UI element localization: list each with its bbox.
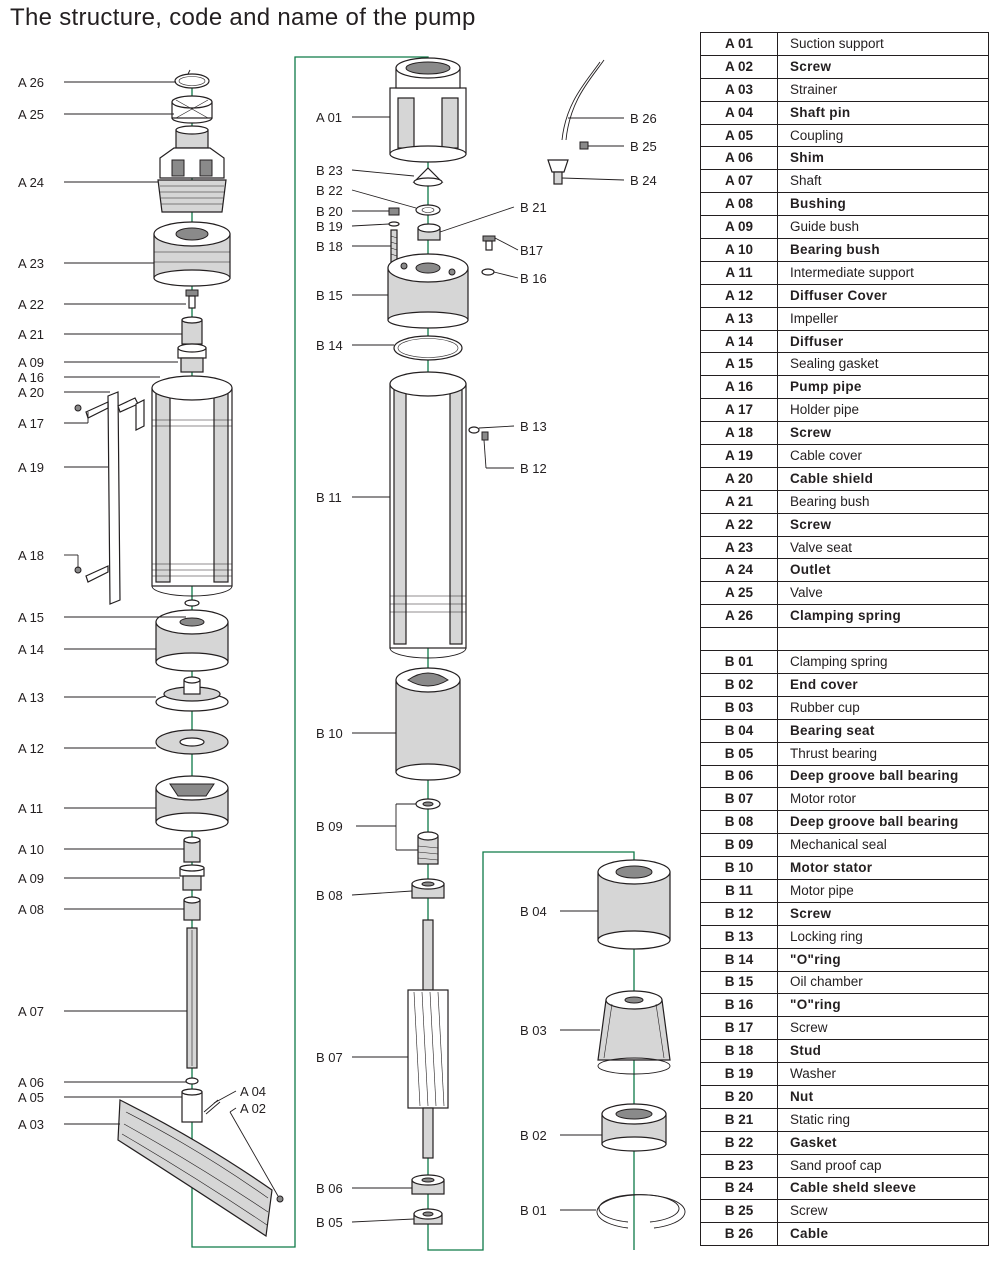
part-name-cell: Guide bush bbox=[778, 216, 989, 239]
parts-table-row bbox=[701, 788, 989, 811]
part-code-cell: B 08 bbox=[701, 811, 778, 834]
part-code-cell: B 19 bbox=[701, 1063, 778, 1086]
part-code-cell: B 14 bbox=[701, 948, 778, 971]
part-code-cell: B 20 bbox=[701, 1085, 778, 1108]
callout-labels bbox=[18, 75, 657, 1230]
part-name-cell: Nut bbox=[778, 1085, 989, 1108]
part-name-cell: Outlet bbox=[778, 559, 989, 582]
part-a21-bearing-bush bbox=[182, 317, 202, 344]
part-b09-mechanical-seal bbox=[416, 799, 440, 864]
parts-table-row bbox=[701, 422, 989, 445]
part-b13-locking-ring bbox=[469, 427, 479, 433]
parts-table-body bbox=[701, 33, 989, 1246]
label-b07: B 07 bbox=[316, 1050, 343, 1065]
part-b24-cable-sheld-sleeve bbox=[548, 160, 568, 184]
part-a09-guide-bush bbox=[180, 865, 204, 890]
label-a09-lower: A 09 bbox=[18, 871, 45, 886]
part-code-cell: B 04 bbox=[701, 719, 778, 742]
label-b04: B 04 bbox=[520, 904, 547, 919]
part-name-cell: Intermediate support bbox=[778, 261, 989, 284]
part-name-cell: Pump pipe bbox=[778, 376, 989, 399]
part-a13-impeller bbox=[156, 677, 228, 711]
part-name-cell: Impeller bbox=[778, 307, 989, 330]
label-a09: A 09 bbox=[18, 355, 45, 370]
part-name-cell: Cable sheld sleeve bbox=[778, 1177, 989, 1200]
part-b04-bearing-seat bbox=[598, 860, 670, 949]
part-name-cell: Diffuser Cover bbox=[778, 284, 989, 307]
part-a20-a17-a19-cable-guard bbox=[75, 392, 144, 604]
label-a14: A 14 bbox=[18, 642, 45, 657]
part-b14-o-ring bbox=[394, 336, 462, 360]
part-name-cell: Cable cover bbox=[778, 445, 989, 468]
part-name-cell: Thrust bearing bbox=[778, 742, 989, 765]
label-b23: B 23 bbox=[316, 163, 343, 178]
label-a19: A 19 bbox=[18, 460, 45, 475]
parts-table-row bbox=[701, 902, 989, 925]
part-b21-static-ring bbox=[418, 224, 440, 240]
parts-table-row bbox=[701, 1154, 989, 1177]
label-a06: A 06 bbox=[18, 1075, 45, 1090]
part-b10-motor-stator bbox=[396, 668, 460, 780]
part-name-cell: Gasket bbox=[778, 1131, 989, 1154]
part-code-cell: A 20 bbox=[701, 467, 778, 490]
parts-table-spacer-row bbox=[701, 628, 989, 651]
label-b18: B 18 bbox=[316, 239, 343, 254]
label-a22: A 22 bbox=[18, 297, 45, 312]
part-code-cell: A 24 bbox=[701, 559, 778, 582]
label-a07: A 07 bbox=[18, 1004, 45, 1019]
part-code-cell: A 14 bbox=[701, 330, 778, 353]
part-code-cell: A 07 bbox=[701, 170, 778, 193]
parts-table-row bbox=[701, 124, 989, 147]
label-a15: A 15 bbox=[18, 610, 45, 625]
part-name-cell: "O"ring bbox=[778, 948, 989, 971]
part-name-cell: Mechanical seal bbox=[778, 834, 989, 857]
parts-table-row bbox=[701, 1131, 989, 1154]
label-b24: B 24 bbox=[630, 173, 657, 188]
part-name-cell: Locking ring bbox=[778, 925, 989, 948]
label-b12: B 12 bbox=[520, 461, 547, 476]
part-name-cell: Washer bbox=[778, 1063, 989, 1086]
label-a24: A 24 bbox=[18, 175, 45, 190]
part-name-cell: "O"ring bbox=[778, 994, 989, 1017]
part-code-cell: B 17 bbox=[701, 1017, 778, 1040]
parts-table-row bbox=[701, 330, 989, 353]
part-b12-screw bbox=[482, 432, 488, 440]
label-b17: B17 bbox=[520, 243, 544, 258]
parts-table-row bbox=[701, 193, 989, 216]
part-name-cell: Motor pipe bbox=[778, 879, 989, 902]
parts-code-name-table bbox=[700, 32, 989, 1246]
label-a26: A 26 bbox=[18, 75, 45, 90]
part-code-cell: B 26 bbox=[701, 1223, 778, 1246]
part-code-cell: A 18 bbox=[701, 422, 778, 445]
part-a11-intermediate-support bbox=[156, 776, 228, 831]
part-code-cell: A 23 bbox=[701, 536, 778, 559]
part-code-cell: A 17 bbox=[701, 399, 778, 422]
label-b16: B 16 bbox=[520, 271, 547, 286]
parts-table-row bbox=[701, 1223, 989, 1246]
part-code-cell: B 01 bbox=[701, 651, 778, 674]
part-name-cell: Diffuser bbox=[778, 330, 989, 353]
label-b15: B 15 bbox=[316, 288, 343, 303]
part-code-cell: A 12 bbox=[701, 284, 778, 307]
parts-table-row bbox=[701, 490, 989, 513]
label-b25: B 25 bbox=[630, 139, 657, 154]
part-code-cell: A 02 bbox=[701, 55, 778, 78]
part-name-cell: Shim bbox=[778, 147, 989, 170]
part-code-cell: B 09 bbox=[701, 834, 778, 857]
part-code-cell: A 05 bbox=[701, 124, 778, 147]
part-a10-bearing-bush bbox=[184, 837, 200, 862]
label-b01: B 01 bbox=[520, 1203, 547, 1218]
label-a23: A 23 bbox=[18, 256, 45, 271]
part-code-cell: B 15 bbox=[701, 971, 778, 994]
label-a04: A 04 bbox=[240, 1084, 267, 1099]
parts-table-row bbox=[701, 33, 989, 56]
spacer-cell bbox=[701, 628, 778, 651]
part-code-cell: B 11 bbox=[701, 879, 778, 902]
parts-table-row bbox=[701, 879, 989, 902]
parts-table-row bbox=[701, 673, 989, 696]
part-a05-coupling bbox=[182, 1089, 202, 1122]
part-a24-outlet bbox=[158, 126, 226, 212]
part-a08-bushing bbox=[184, 897, 200, 920]
part-name-cell: Holder pipe bbox=[778, 399, 989, 422]
label-a03: A 03 bbox=[18, 1117, 45, 1132]
part-a12-diffuser-cover bbox=[156, 730, 228, 754]
label-b03: B 03 bbox=[520, 1023, 547, 1038]
part-code-cell: A 15 bbox=[701, 353, 778, 376]
part-name-cell: Oil chamber bbox=[778, 971, 989, 994]
part-code-cell: A 16 bbox=[701, 376, 778, 399]
label-b13: B 13 bbox=[520, 419, 547, 434]
part-code-cell: B 12 bbox=[701, 902, 778, 925]
part-code-cell: B 07 bbox=[701, 788, 778, 811]
part-name-cell: Screw bbox=[778, 1017, 989, 1040]
spacer-cell bbox=[778, 628, 989, 651]
part-name-cell: Valve bbox=[778, 582, 989, 605]
label-a11: A 11 bbox=[18, 801, 44, 816]
part-name-cell: Coupling bbox=[778, 124, 989, 147]
part-code-cell: A 03 bbox=[701, 78, 778, 101]
label-b11: B 11 bbox=[316, 490, 342, 505]
part-name-cell: Cable bbox=[778, 1223, 989, 1246]
part-code-cell: B 25 bbox=[701, 1200, 778, 1223]
label-b05: B 05 bbox=[316, 1215, 343, 1230]
part-code-cell: A 10 bbox=[701, 239, 778, 262]
part-name-cell: End cover bbox=[778, 673, 989, 696]
label-b21: B 21 bbox=[520, 200, 547, 215]
part-b20-nut bbox=[389, 208, 399, 215]
parts-table-row bbox=[701, 1177, 989, 1200]
part-b02-end-cover bbox=[602, 1104, 666, 1151]
part-a26-clamping-spring bbox=[175, 70, 209, 88]
part-code-cell: B 21 bbox=[701, 1108, 778, 1131]
parts-table-row bbox=[701, 857, 989, 880]
part-a04-shaft-pin bbox=[204, 1100, 220, 1114]
part-code-cell: A 19 bbox=[701, 445, 778, 468]
part-name-cell: Bearing bush bbox=[778, 490, 989, 513]
part-a07-shaft bbox=[187, 928, 197, 1068]
part-name-cell: Stud bbox=[778, 1040, 989, 1063]
part-name-cell: Strainer bbox=[778, 78, 989, 101]
parts-table-row bbox=[701, 1085, 989, 1108]
part-a01-suction-support bbox=[390, 58, 466, 162]
part-code-cell: B 13 bbox=[701, 925, 778, 948]
part-name-cell: Static ring bbox=[778, 1108, 989, 1131]
part-name-cell: Rubber cup bbox=[778, 696, 989, 719]
part-b06-deep-groove-ball-bearing bbox=[412, 1175, 444, 1194]
part-name-cell: Shaft bbox=[778, 170, 989, 193]
part-name-cell: Motor rotor bbox=[778, 788, 989, 811]
part-a15-sealing-gasket bbox=[185, 600, 199, 606]
part-code-cell: B 16 bbox=[701, 994, 778, 1017]
parts-table-row bbox=[701, 55, 989, 78]
part-code-cell: B 24 bbox=[701, 1177, 778, 1200]
part-name-cell: Deep groove ball bearing bbox=[778, 811, 989, 834]
part-name-cell: Sealing gasket bbox=[778, 353, 989, 376]
part-b15-oil-chamber bbox=[388, 254, 468, 328]
part-name-cell: Suction support bbox=[778, 33, 989, 56]
label-a10: A 10 bbox=[18, 842, 45, 857]
parts-table-row bbox=[701, 582, 989, 605]
parts-table-row bbox=[701, 1200, 989, 1223]
part-a09-guide-bush-top bbox=[178, 344, 206, 372]
part-b22-gasket bbox=[416, 205, 440, 215]
part-code-cell: A 26 bbox=[701, 605, 778, 628]
parts-table-row bbox=[701, 78, 989, 101]
parts-table-row bbox=[701, 605, 989, 628]
parts-table-row bbox=[701, 1063, 989, 1086]
part-code-cell: A 04 bbox=[701, 101, 778, 124]
parts-table-row bbox=[701, 445, 989, 468]
label-b09: B 09 bbox=[316, 819, 343, 834]
parts-table-row bbox=[701, 811, 989, 834]
label-b06: B 06 bbox=[316, 1181, 343, 1196]
parts-table-row bbox=[701, 925, 989, 948]
parts-table-row bbox=[701, 696, 989, 719]
part-a14-diffuser bbox=[156, 610, 228, 671]
parts-table-row bbox=[701, 651, 989, 674]
part-a22-screw bbox=[186, 290, 198, 308]
part-code-cell: B 18 bbox=[701, 1040, 778, 1063]
parts-table-row bbox=[701, 467, 989, 490]
label-b20: B 20 bbox=[316, 204, 343, 219]
label-a17: A 17 bbox=[18, 416, 45, 431]
label-b10: B 10 bbox=[316, 726, 343, 741]
part-code-cell: A 25 bbox=[701, 582, 778, 605]
part-b07-motor-rotor bbox=[408, 920, 448, 1158]
parts-table-row bbox=[701, 513, 989, 536]
parts-table-row bbox=[701, 147, 989, 170]
part-b16-o-ring bbox=[482, 269, 494, 275]
part-code-cell: A 21 bbox=[701, 490, 778, 513]
part-b26-cable bbox=[562, 60, 604, 140]
part-name-cell: Screw bbox=[778, 513, 989, 536]
part-code-cell: B 10 bbox=[701, 857, 778, 880]
parts-table-row bbox=[701, 994, 989, 1017]
parts-table-row bbox=[701, 284, 989, 307]
label-b22: B 22 bbox=[316, 183, 343, 198]
page-title: The structure, code and name of the pump bbox=[10, 4, 476, 31]
label-a21: A 21 bbox=[18, 327, 45, 342]
part-b05-thrust-bearing bbox=[414, 1209, 442, 1224]
label-a12: A 12 bbox=[18, 741, 45, 756]
parts-table-row bbox=[701, 948, 989, 971]
part-code-cell: A 06 bbox=[701, 147, 778, 170]
parts-table-row bbox=[701, 353, 989, 376]
part-b08-deep-groove-ball-bearing bbox=[412, 879, 444, 898]
part-code-cell: B 23 bbox=[701, 1154, 778, 1177]
part-code-cell: A 08 bbox=[701, 193, 778, 216]
label-a08: A 08 bbox=[18, 902, 45, 917]
parts-table-row bbox=[701, 1040, 989, 1063]
part-code-cell: A 09 bbox=[701, 216, 778, 239]
parts-table-row bbox=[701, 307, 989, 330]
part-b11-motor-pipe bbox=[390, 372, 466, 658]
parts-table-row bbox=[701, 536, 989, 559]
parts-table-row bbox=[701, 399, 989, 422]
label-a25: A 25 bbox=[18, 107, 45, 122]
part-code-cell: B 06 bbox=[701, 765, 778, 788]
parts-table-row bbox=[701, 559, 989, 582]
part-name-cell: Deep groove ball bearing bbox=[778, 765, 989, 788]
part-a16-pump-pipe bbox=[152, 376, 232, 596]
parts-table-row bbox=[701, 239, 989, 262]
part-name-cell: Valve seat bbox=[778, 536, 989, 559]
part-name-cell: Screw bbox=[778, 55, 989, 78]
part-a25-valve bbox=[172, 96, 212, 123]
part-name-cell: Clamping spring bbox=[778, 651, 989, 674]
parts-table-row bbox=[701, 1017, 989, 1040]
label-b02: B 02 bbox=[520, 1128, 547, 1143]
label-a02: A 02 bbox=[240, 1101, 267, 1116]
part-b25-screw bbox=[580, 142, 588, 149]
label-b14: B 14 bbox=[316, 338, 343, 353]
part-name-cell: Bushing bbox=[778, 193, 989, 216]
parts-table-row bbox=[701, 971, 989, 994]
part-b01-clamping-spring bbox=[597, 1195, 685, 1228]
parts-table-row bbox=[701, 376, 989, 399]
part-name-cell: Screw bbox=[778, 1200, 989, 1223]
label-a16: A 16 bbox=[18, 370, 45, 385]
part-a06-shim bbox=[186, 1078, 198, 1084]
parts-table-row bbox=[701, 765, 989, 788]
part-code-cell: A 11 bbox=[701, 261, 778, 284]
part-code-cell: A 22 bbox=[701, 513, 778, 536]
part-b19-washer bbox=[389, 222, 399, 226]
part-code-cell: A 13 bbox=[701, 307, 778, 330]
label-b26: B 26 bbox=[630, 111, 657, 126]
part-code-cell: B 22 bbox=[701, 1131, 778, 1154]
part-a23-valve-seat bbox=[154, 222, 230, 286]
label-a20: A 20 bbox=[18, 385, 45, 400]
part-name-cell: Shaft pin bbox=[778, 101, 989, 124]
part-name-cell: Motor stator bbox=[778, 857, 989, 880]
parts-table-row bbox=[701, 834, 989, 857]
part-code-cell: B 03 bbox=[701, 696, 778, 719]
part-name-cell: Clamping spring bbox=[778, 605, 989, 628]
part-code-cell: B 02 bbox=[701, 673, 778, 696]
part-name-cell: Sand proof cap bbox=[778, 1154, 989, 1177]
label-a18: A 18 bbox=[18, 548, 45, 563]
part-name-cell: Screw bbox=[778, 422, 989, 445]
parts-table-row bbox=[701, 742, 989, 765]
parts-table-row bbox=[701, 719, 989, 742]
label-b19: B 19 bbox=[316, 219, 343, 234]
part-name-cell: Bearing seat bbox=[778, 719, 989, 742]
parts-table-row bbox=[701, 216, 989, 239]
part-b23-sand-proof-cap bbox=[414, 168, 442, 186]
parts-table-row bbox=[701, 261, 989, 284]
label-a13: A 13 bbox=[18, 690, 45, 705]
part-b17-screw bbox=[483, 236, 495, 250]
parts-table-row bbox=[701, 1108, 989, 1131]
part-code-cell: A 01 bbox=[701, 33, 778, 56]
parts-table-row bbox=[701, 170, 989, 193]
parts-table-row bbox=[701, 101, 989, 124]
label-a01: A 01 bbox=[316, 110, 343, 125]
label-b08: B 08 bbox=[316, 888, 343, 903]
part-code-cell: B 05 bbox=[701, 742, 778, 765]
label-a05: A 05 bbox=[18, 1090, 45, 1105]
part-name-cell: Screw bbox=[778, 902, 989, 925]
part-name-cell: Bearing bush bbox=[778, 239, 989, 262]
part-name-cell: Cable shield bbox=[778, 467, 989, 490]
